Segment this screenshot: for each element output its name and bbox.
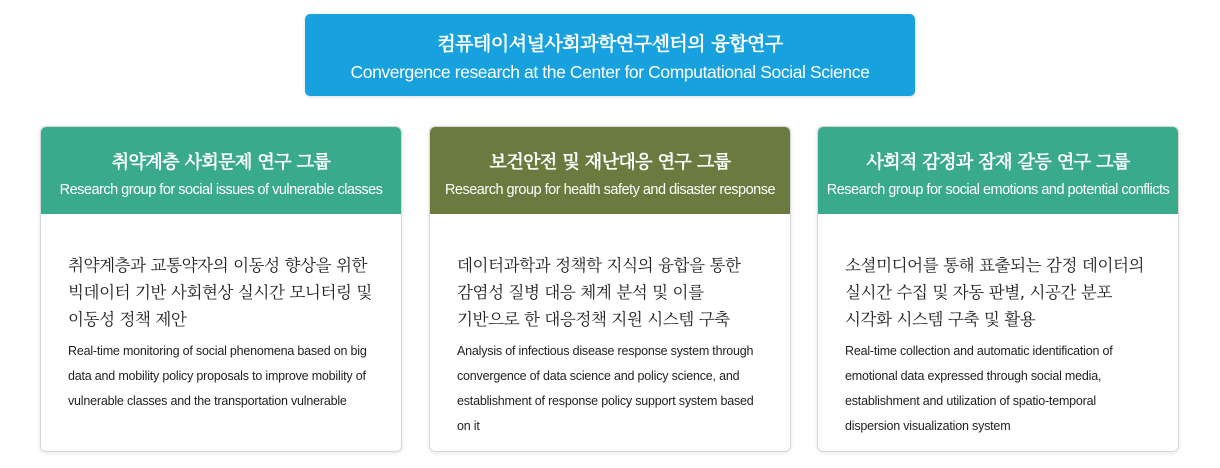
group-body-health-safety [430,214,790,439]
group-body-social-emotions [818,214,1178,439]
group-header-social-emotions [818,127,1178,214]
group-description-korean: 소셜미디어를 통해 표출되는 감정 데이터의 실시간 수집 및 자동 판별, 시공간 분포 시각화 시스템 구축 및 활용 [845,256,1145,329]
group-description-english: Analysis of infectious disease response system through convergence of data science and policy science, and establishment of response policy support system based on it [457,344,754,433]
group-description-english: Real-time collection and automatic identification of emotional data expressed through social media, establishment and utilization of spatio-temporal dispersion visualization system [845,344,1113,433]
group-description-english: Real-time monitoring of social phenomena based on big data and mobility policy proposals to improve mobility of vulnerable classes and the transportation vulnerable [68,344,367,408]
group-description-korean: 데이터과학과 정책학 지식의 융합을 통한 감염성 질병 대응 체계 분석 및 이를 기반으로 한 대응정책 지원 시스템 구축 [457,256,741,329]
group-title-korean: 보건안전 및 재난대응 연구 그룹 [489,152,731,173]
center-title-box [305,14,915,96]
group-card-health-safety [429,126,791,452]
group-body-vulnerable [41,214,401,414]
group-title-korean: 취약계층 사회문제 연구 그룹 [111,152,331,173]
center-title-english: Convergence research at the Center for Computational Social Science [350,62,870,82]
group-card-social-emotions [817,126,1179,452]
group-header-health-safety [430,127,790,214]
group-title-english: Research group for health safety and disaster response [444,182,776,198]
group-title-korean: 사회적 감정과 잠재 갈등 연구 그룹 [866,152,1130,173]
group-card-vulnerable [40,126,402,452]
center-title-korean: 컴퓨테이셔널사회과학연구센터의 융합연구 [437,33,783,55]
group-title-english: Research group for social emotions and potential conflicts [826,182,1170,198]
group-description-korean: 취약계층과 교통약자의 이동성 향상을 위한 빅데이터 기반 사회현상 실시간 모니터링 및 이동성 정책 제안 [68,256,372,329]
group-header-vulnerable [41,127,401,214]
group-title-english: Research group for social issues of vulnerable classes [59,182,383,198]
